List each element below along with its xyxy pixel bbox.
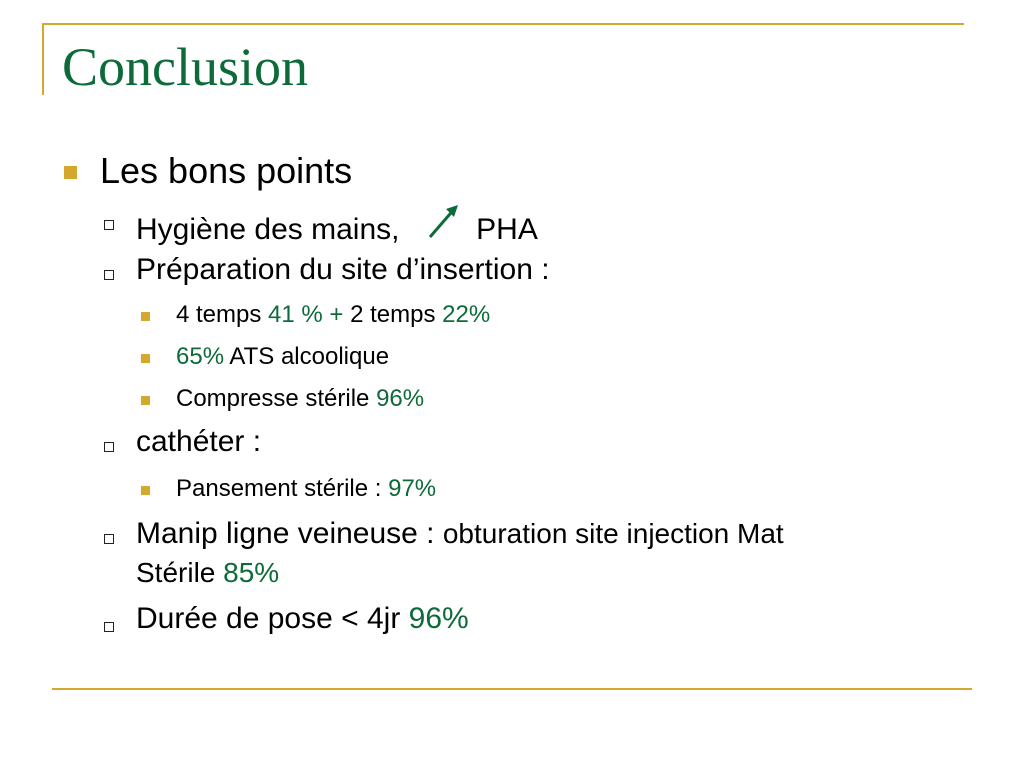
item-preparation: Préparation du site d’insertion : [136,253,550,286]
bullet-hollow-square-icon [104,534,114,544]
duree-label: Durée de pose < 4jr [136,602,409,635]
item-duree [136,602,469,636]
bullet-square-icon [141,354,150,363]
temps-2-label: 2 temps [350,301,443,328]
heading-les-bons-points: Les bons points [100,150,353,191]
item-manip [136,517,784,551]
hygiene-pha: PHA [476,213,538,246]
bullet-square-icon [64,166,77,179]
bullet-hollow-square-icon [104,442,114,452]
ats-value: 65% [176,343,230,370]
sub-item-temps [176,301,490,329]
frame-left-line [42,23,44,95]
bullet-square-icon [141,312,150,321]
manip-value: 85% [223,557,280,588]
hygiene-text: Hygiène des mains, [136,213,400,246]
bullet-hollow-square-icon [104,622,114,632]
temps-2-value: 22% [442,301,491,328]
manip-sterile: Stérile [136,557,224,588]
duree-value: 96% [408,602,469,635]
sub-item-ats [176,343,389,371]
sub-item-compresse [176,385,424,413]
arrow-up-right-icon [424,203,464,243]
ats-label: ATS alcoolique [229,343,390,370]
item-manip-continued [136,556,279,590]
item-hygiene [136,203,538,247]
manip-detail: obturation site injection Mat [442,518,784,549]
slide-title: Conclusion [62,37,309,97]
bullet-square-icon [141,396,150,405]
bullet-square-icon [141,486,150,495]
temps-4-label: 4 temps [176,301,269,328]
temps-4-value: 41 % + [268,301,351,328]
compresse-label: Compresse stérile [176,385,377,412]
compresse-value: 96% [376,385,425,412]
pansement-value: 97% [388,475,437,502]
item-catheter: cathéter : [136,425,262,458]
pansement-label: Pansement stérile : [176,475,389,502]
bullet-hollow-square-icon [104,220,114,230]
sub-item-pansement [176,475,436,503]
footer-line [52,688,972,690]
bullet-hollow-square-icon [104,270,114,280]
frame-top-line [42,23,964,25]
manip-label: Manip ligne veineuse : [136,517,443,550]
